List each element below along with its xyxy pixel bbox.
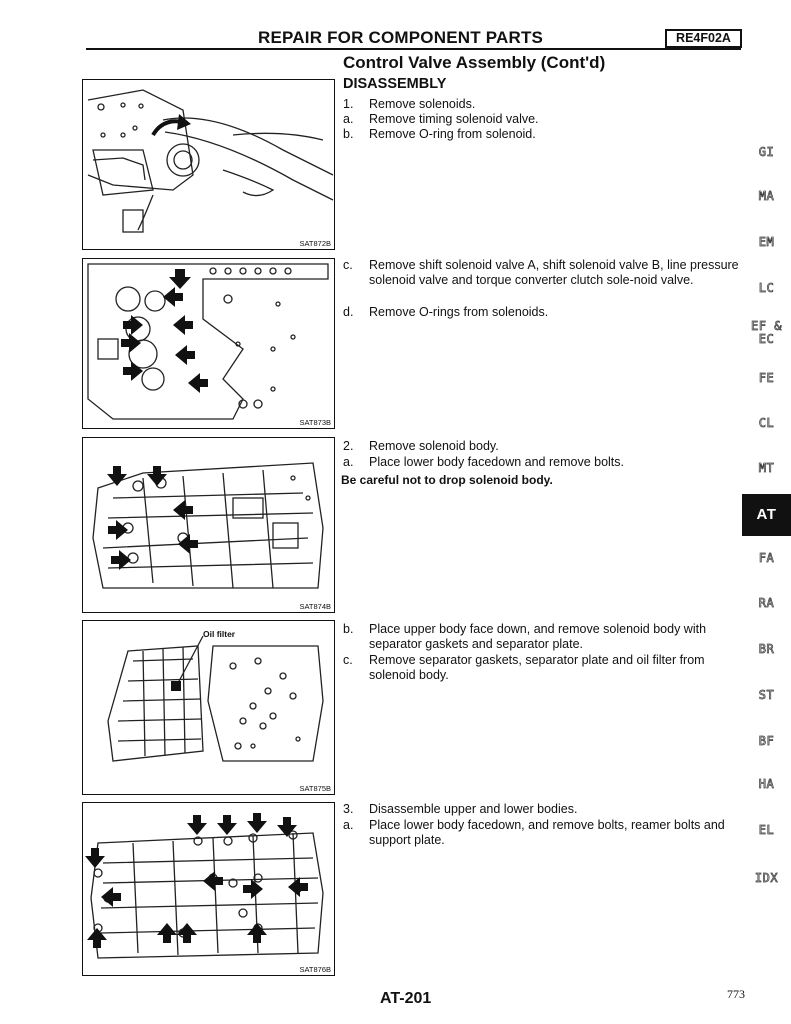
- tab-ma[interactable]: MA: [758, 189, 775, 203]
- step-number: 3.: [343, 802, 354, 816]
- step-number: b.: [343, 127, 354, 141]
- step-text: Place lower body facedown and remove bolts.: [369, 455, 625, 469]
- step-2c: [343, 653, 741, 683]
- figure-shift-solenoids: [82, 258, 335, 429]
- tab-mt[interactable]: MT: [758, 461, 775, 475]
- step-text: Remove timing solenoid valve.: [369, 112, 539, 126]
- tab-ec[interactable]: EC: [758, 332, 775, 346]
- tab-ef[interactable]: EF &: [751, 319, 782, 333]
- tab-gi[interactable]: GI: [758, 145, 775, 159]
- figure-illustration: [83, 80, 335, 250]
- figure-illustration: [83, 438, 335, 613]
- tab-ra[interactable]: RA: [758, 596, 775, 610]
- step-3: [343, 802, 741, 817]
- tab-cl[interactable]: CL: [758, 416, 775, 430]
- step-number: 1.: [343, 97, 354, 111]
- tab-bf[interactable]: BF: [758, 734, 775, 748]
- step-number: a.: [343, 112, 354, 126]
- oil-filter-label: Oil filter: [203, 629, 236, 639]
- tab-st[interactable]: ST: [758, 688, 775, 702]
- tab-ha[interactable]: HA: [758, 777, 775, 791]
- page-total: 773: [727, 987, 745, 1001]
- step-text: Remove O-ring from solenoid.: [369, 127, 536, 141]
- figure-code: SAT875B: [299, 784, 331, 793]
- step-number: d.: [343, 305, 354, 319]
- figure-upper-lower-bodies: [82, 802, 335, 976]
- step-text: Remove solenoids.: [369, 97, 476, 111]
- step-1c: [343, 258, 741, 288]
- step-text: Remove shift solenoid valve A, shift solenoid valve B, line pressure solenoid valve and torque converter clutch sole-noid valve.: [369, 258, 739, 287]
- step-2b: [343, 622, 741, 652]
- tab-em[interactable]: EM: [758, 235, 775, 249]
- figure-code: SAT874B: [299, 602, 331, 611]
- section-title: Control Valve Assembly (Cont'd): [343, 53, 606, 72]
- subsection-title: DISASSEMBLY: [343, 76, 447, 92]
- section-tab-list: [742, 0, 791, 1024]
- step-3a: [343, 818, 741, 848]
- page-number: AT-201: [380, 990, 432, 1007]
- step-text: Remove solenoid body.: [369, 439, 499, 453]
- warning-text: Be careful not to drop solenoid body.: [341, 473, 553, 487]
- tab-idx[interactable]: IDX: [754, 871, 779, 885]
- step-1: [343, 97, 741, 112]
- step-1b: [343, 127, 741, 142]
- tab-lc[interactable]: LC: [758, 281, 775, 295]
- step-1d: [343, 305, 741, 320]
- step-number: b.: [343, 622, 354, 636]
- figure-code: SAT876B: [299, 965, 331, 974]
- tab-fe[interactable]: FE: [758, 371, 775, 385]
- tab-at[interactable]: AT: [742, 494, 791, 536]
- tab-fa[interactable]: FA: [758, 551, 775, 565]
- step-number: a.: [343, 818, 354, 832]
- step-number: c.: [343, 653, 353, 667]
- step-2a: [343, 455, 741, 470]
- header-rule: [86, 48, 741, 50]
- step-1a: [343, 112, 741, 127]
- step-number: a.: [343, 455, 354, 469]
- figure-oil-filter: [82, 620, 335, 795]
- tab-br[interactable]: BR: [758, 642, 775, 656]
- step-text: Remove separator gaskets, separator plate and oil filter from solenoid body.: [369, 653, 705, 682]
- step-text: Place upper body face down, and remove solenoid body with separator gaskets and separator plate.: [369, 622, 707, 651]
- figure-timing-solenoid: [82, 79, 335, 250]
- step-2: [343, 439, 741, 454]
- step-number: 2.: [343, 439, 354, 453]
- header-code-box: RE4F02A: [665, 29, 742, 48]
- figure-code: SAT872B: [299, 239, 331, 248]
- step-text: Remove O-rings from solenoids.: [369, 305, 549, 319]
- figure-illustration: [83, 621, 335, 795]
- step-text: Disassemble upper and lower bodies.: [369, 802, 578, 816]
- tab-el[interactable]: EL: [758, 823, 775, 837]
- figure-code: SAT873B: [299, 418, 331, 427]
- header-title: REPAIR FOR COMPONENT PARTS: [258, 28, 544, 47]
- figure-illustration: [83, 803, 335, 976]
- step-number: c.: [343, 258, 353, 272]
- figure-solenoid-body: [82, 437, 335, 613]
- step-text: Place lower body facedown, and remove bolts, reamer bolts and support plate.: [369, 818, 725, 847]
- figure-illustration: [83, 259, 335, 429]
